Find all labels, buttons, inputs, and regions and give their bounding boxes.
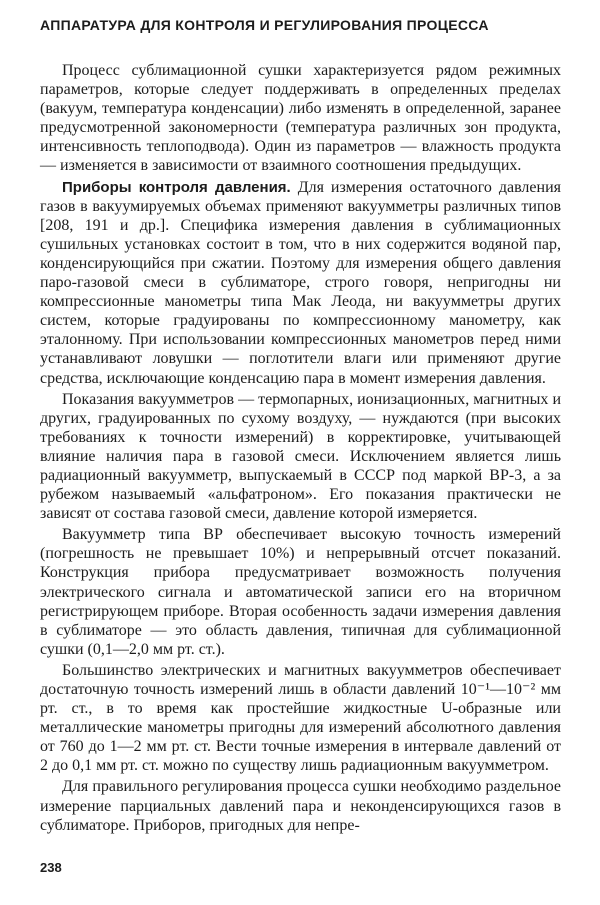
- paragraph-6: [40, 777, 561, 834]
- body-text: [40, 61, 561, 835]
- paragraph-2: [40, 178, 561, 388]
- section-lead-heading: Приборы контроля давления.: [62, 178, 291, 196]
- paragraph-1: [40, 61, 561, 176]
- paragraph-text: Большинство электрических и магнитных вакуумметров обеспечивает достаточную точность измерений лишь в области давлений 10⁻¹—10⁻² мм рт. ст., в то время как простейшие жидкостные U-образные или металлические манометры пригодны для измерений абсолютного давления от 760 до 1—2 мм рт. ст. Вести точные измерения в интервале давлений от 2 до 0,1 мм рт. ст. можно по существу лишь радиационным вакуумметром.: [40, 661, 561, 775]
- running-head: АППАРАТУРА ДЛЯ КОНТРОЛЯ И РЕГУЛИРОВАНИЯ ПРОЦЕССА: [40, 17, 489, 33]
- paragraph-4: [40, 525, 561, 659]
- paragraph-5: [40, 661, 561, 776]
- paragraph-3: [40, 390, 561, 524]
- paragraph-text: Для измерения остаточного давления газов в вакуумируемых объемах применяют вакуумметры различных типов [208, 191 и др.]. Специфика измерения давления в сублимационных сушильных установках состоит в том, что в них содержится водяной пар, конденсирующийся при сжатии. Поэтому для измерения общего давления паро-газовой смеси в сублиматоре, строго говоря, непригодны ни компрессионные манометры типа Мак Леода, ни вакуумметры других систем, которые градуированы по компрессионному манометру, как эталонному. При использовании компрессионных манометров перед ними устанавливают ловушки — поглотители влаги или применяют другие средства, исключающие конденсацию пара в момент измерения давления.: [40, 178, 561, 387]
- paragraph-text: Вакуумметр типа ВР обеспечивает высокую точность измерений (погрешность не превышает 10%) и непрерывный отсчет показаний. Конструкция прибора предусматривает возможность получения электрического сигнала и автоматической записи его на вторичном регистрирующем приборе. Вторая особенность задачи измерения давления в сублиматоре — это область давления, типичная для сублимационной сушки (0,1—2,0 мм рт. ст.).: [40, 526, 561, 658]
- page-number: 238: [40, 860, 62, 875]
- paragraph-text: Процесс сублимационной сушки характеризуется рядом режимных параметров, которые следует поддерживать в определенных пределах (вакуум, температура конденсации) либо изменять в определенной, заранее предусмотренной закономерности (температура различных зон продукта, интенсивность теплоподвода). Один из параметров — влажность продукта — изменяется в зависимости от взаимного соотношения предыдущих.: [40, 62, 561, 175]
- paragraph-text: Для правильного регулирования процесса сушки необходимо раздельное измерение парциальных давлений пара и неконденсирующихся газов в сублиматоре. Приборов, пригодных для непре-: [40, 778, 561, 834]
- paragraph-text: Показания вакуумметров — термопарных, ионизационных, магнитных и других, градуированных по сухому воздуху, — нуждаются (при высоких требованиях к точности измерений) в корректировке, учитывающей влияние наличия пара в газовой смеси. Исключением является лишь радиационный вакуумметр, выпускаемый в СССР под маркой ВР-3, а за рубежом называемый «альфатроном». Его показания практически не зависят от состава газовой смеси, давление которой измеряется.: [40, 390, 561, 523]
